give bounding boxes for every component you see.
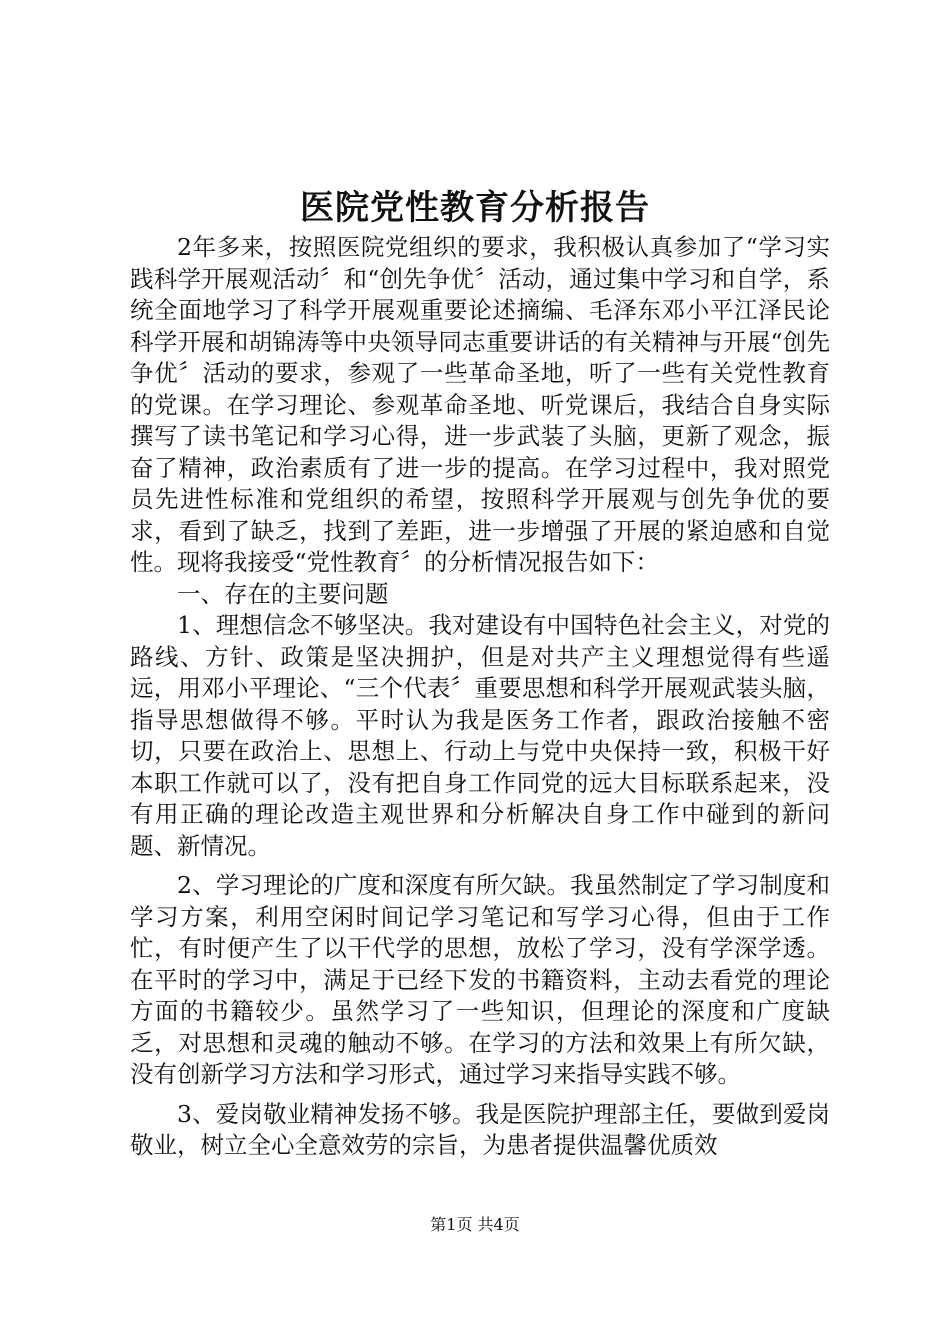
paragraph-problem-3: 3、爱岗敬业精神发扬不够。我是医院护理部主任，要做到爱岗敬业，树立全心全意效劳的宗旨，为患者提供温馨优质效 — [130, 1099, 830, 1159]
page-footer: 第1页 共4页 — [430, 1215, 520, 1234]
paragraph-problem-1: 1、理想信念不够坚决。我对建设有中国特色社会主义，对党的路线、方针、政策是坚决拥护，但是对共产主义理想觉得有些遥远，用邓小平理论、“三个代表〞重要思想和科学开展观武装头脑，指导思想做得不够。平时认为我是医务工作者，跟政治接触不密切，只要在政治上、思想上、行动上与党中央保持一致，积极干好本职工作就可以了，没有把自身工作同党的远大目标联系起来，没有用正确的理论改造主观世界和分析解决自身工作中碰到的新问题、新情况。 — [130, 611, 830, 860]
document-body — [130, 232, 830, 1162]
paragraph-intro: 2年多来，按照医院党组织的要求，我积极认真参加了“学习实践科学开展观活动〞和“创先争优〞活动，通过集中学习和自学，系统全面地学习了科学开展观重要论述摘编、毛泽东邓小平江泽民论科学开展和胡锦涛等中央领导同志重要讲话的有关精神与开展“创先争优〞活动的要求，参观了一些革命圣地，听了一些有关党性教育的党课。在学习理论、参观革命圣地、听党课后，我结合自身实际撰写了读书笔记和学习心得，进一步武装了头脑，更新了观念，振奋了精神，政治素质有了进一步的提高。在学习过程中，我对照党员先进性标准和党组织的希望，按照科学开展观与创先争优的要求，看到了缺乏，找到了差距，进一步增强了开展的紧迫感和自觉性。现将我接受“党性教育〞的分析情况报告如下： — [130, 233, 830, 576]
section-heading-problems: 一、存在的主要问题 — [177, 579, 389, 608]
paragraph-problem-2: 2、学习理论的广度和深度有所欠缺。我虽然制定了学习制度和学习方案，利用空闲时间记学习笔记和写学习心得，但由于工作忙，有时便产生了以干代学的思想，放松了学习，没有学深学透。在平时的学习中，满足于已经下发的书籍资料，主动去看党的理论方面的书籍较少。虽然学习了一些知识，但理论的深度和广度缺乏，对思想和灵魂的触动不够。在学习的方法和效果上有所欠缺，没有创新学习方法和学习形式，通过学习来指导实践不够。 — [130, 871, 830, 1088]
document-title: 医院党性教育分析报告 — [300, 188, 650, 228]
